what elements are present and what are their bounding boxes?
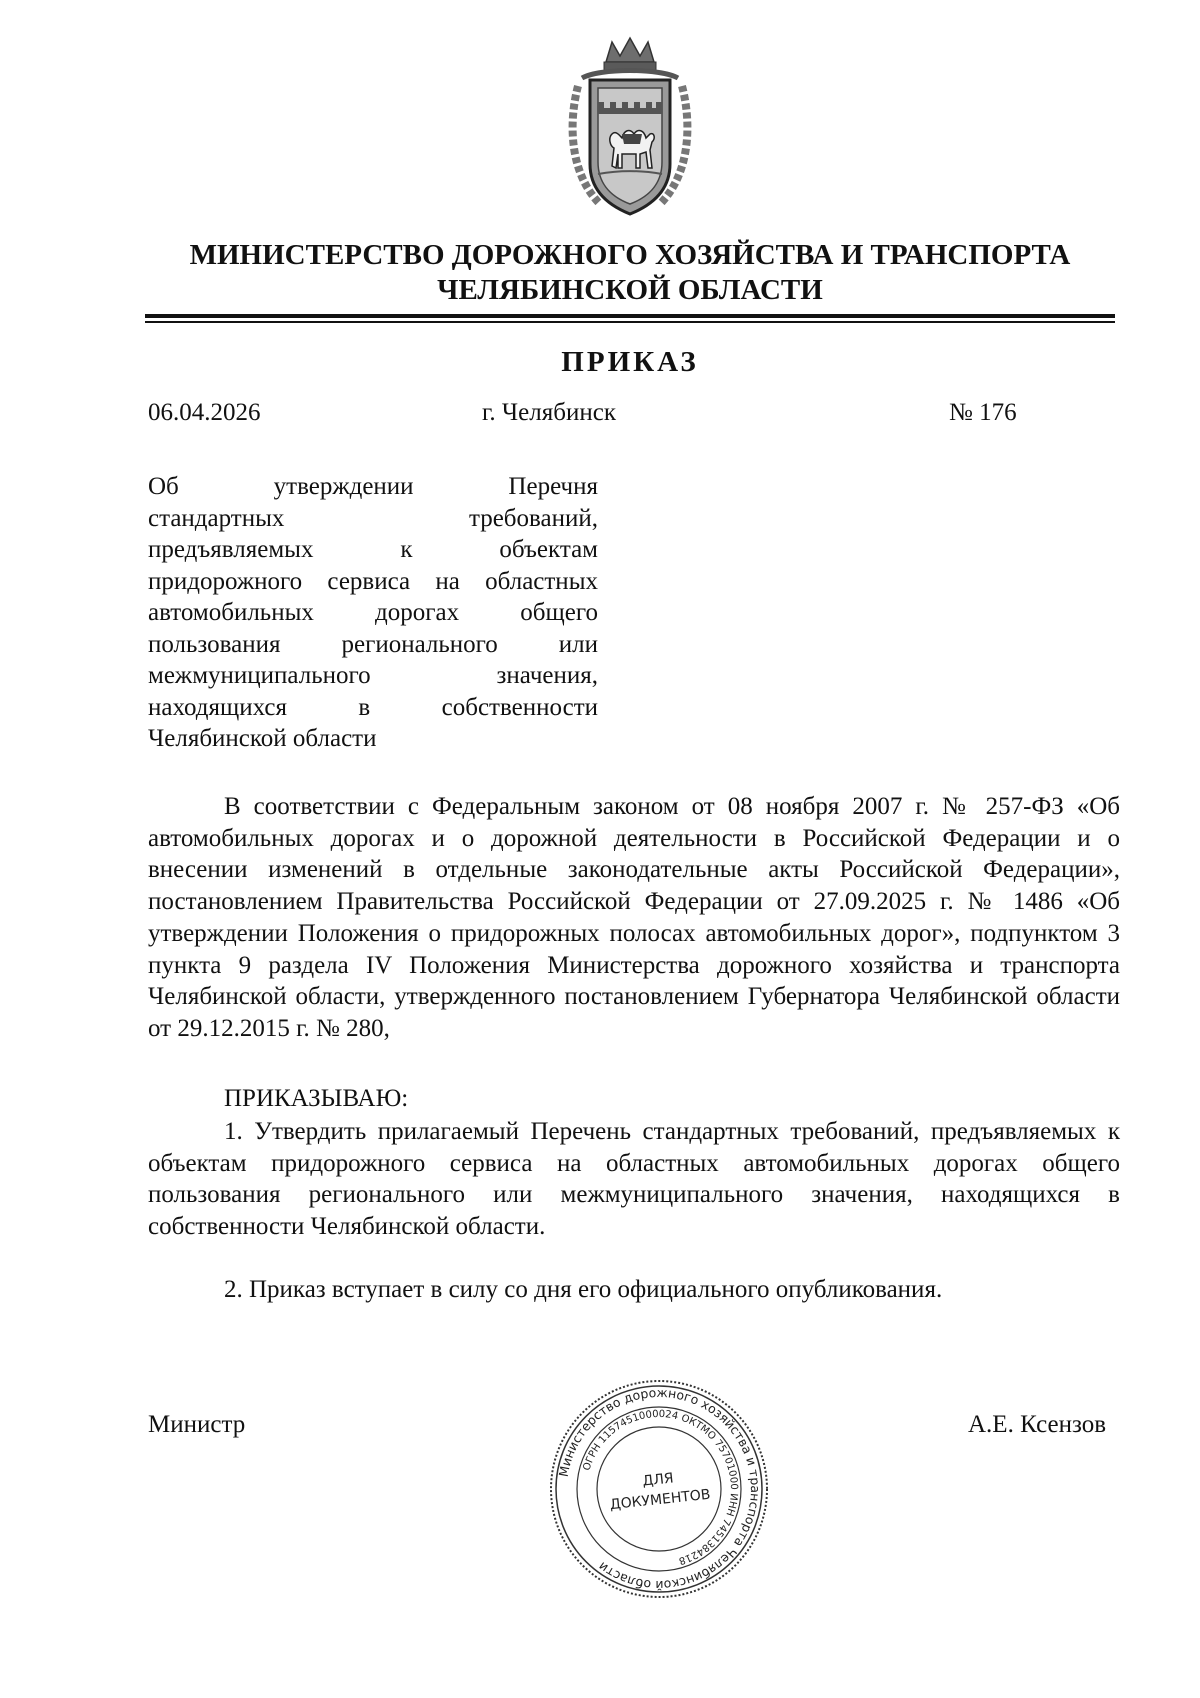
subject-line: стандартных требований,: [148, 504, 598, 532]
seal-center-line1: ДЛЯ: [641, 1470, 675, 1490]
document-number: № 176: [949, 399, 1017, 426]
subject-line: автомобильных дорогах общего: [148, 599, 598, 626]
document-type-title: ПРИКАЗ: [561, 346, 699, 378]
document-city: г. Челябинск: [482, 399, 616, 426]
subject-line: Об утверждении Перечня: [148, 473, 598, 500]
official-seal-icon: [548, 1378, 770, 1600]
seal-center-line2: ДОКУМЕНТОВ: [609, 1486, 712, 1514]
header-rule-thin: [145, 321, 1115, 323]
order-subject: [148, 471, 598, 755]
subject-line: пользования регионального или: [148, 630, 598, 658]
seal-ring-text: Министерство дорожного хозяйства и транспорта Челябинской области: [555, 1384, 764, 1594]
ministry-name-line1: МИНИСТЕРСТВО ДОРОЖНОГО ХОЗЯЙСТВА И ТРАНСПОРТА: [189, 239, 1071, 271]
legal-basis-paragraph: В соответствии с Федеральным законом от 08 ноября 2007 г. № 257-ФЗ «Об автомобильных дорогах и о дорожной деятельности в Российской Федерации и о внесении изменений в отдельные законодательные акты Российской Федерации», постановлением Правительства Российской Федерации от 27.09.2025 г. № 1486 «Об утверждении Положения о придорожных полосах автомобильных дорог», подпунктом 3 пункта 9 раздела IV Положения Министерства дорожного хозяйства и транспорта Челябинской области, утвержденного постановлением Губернатора Челябинской области от 29.12.2015 г. № 280,: [148, 793, 1120, 1042]
subject-line: придорожного сервиса на областных: [148, 567, 598, 595]
ministry-name-line2: ЧЕЛЯБИНСКОЙ ОБЛАСТИ: [437, 274, 823, 306]
order-item-1: 1. Утвердить прилагаемый Перечень стандартных требований, предъявляемых к объектам придорожного сервиса на областных автомобильных дорогах общего пользования регионального или межмуниципального значения, находящихся в собственности Челябинской области.: [148, 1118, 1120, 1241]
signatory-name: А.Е. Ксензов: [968, 1411, 1107, 1438]
seal-inner-text: ОГРН 1157451000024 ОКТМО 75701000 ИНН 7451384218: [581, 1408, 740, 1567]
signatory-position: Министр: [148, 1411, 246, 1438]
subject-line: предъявляемых к объектам: [148, 536, 598, 563]
header-rule-thick: [145, 314, 1115, 318]
document-date: 06.04.2026: [148, 399, 261, 426]
subject-line: находящихся в собственности: [148, 693, 598, 721]
coat-of-arms-icon: [560, 34, 700, 220]
subject-line: Челябинской области: [148, 725, 377, 752]
subject-line: межмуниципального значения,: [148, 662, 598, 689]
order-item-2: 2. Приказ вступает в силу со дня его официального опубликования.: [224, 1276, 943, 1303]
order-keyword: ПРИКАЗЫВАЮ:: [224, 1085, 409, 1112]
